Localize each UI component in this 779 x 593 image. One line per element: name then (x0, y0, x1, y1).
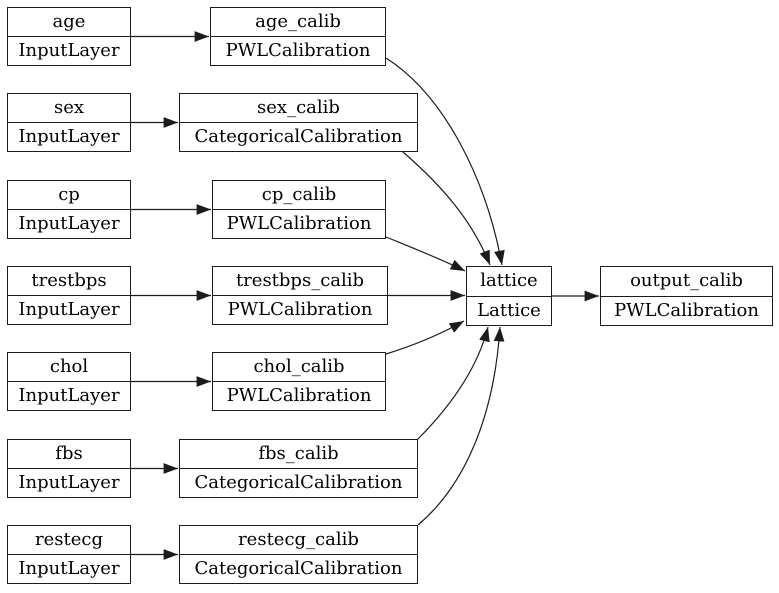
node-title: restecg_calib (180, 526, 417, 555)
node-title: cp_calib (213, 181, 385, 210)
node-cp_calib (212, 180, 386, 239)
node-fbs (7, 439, 131, 498)
node-age (7, 7, 131, 66)
node-lattice (466, 266, 552, 326)
node-age_calib (210, 7, 386, 66)
node-title: lattice (467, 267, 551, 297)
edge-cp_calib-to-lattice (386, 237, 465, 271)
node-restecg_calib (179, 525, 418, 584)
node-title: restecg (8, 526, 130, 555)
node-restecg (7, 525, 131, 584)
node-title: fbs_calib (180, 440, 417, 469)
node-layer: InputLayer (18, 385, 120, 406)
node-cp (7, 180, 131, 239)
node-fbs_calib (179, 439, 418, 498)
node-title: trestbps (8, 267, 130, 296)
node-title: output_calib (601, 267, 772, 297)
node-trestbps_calib (212, 266, 388, 325)
node-title: sex_calib (180, 94, 417, 123)
node-title: chol_calib (213, 353, 385, 382)
node-trestbps (7, 266, 131, 325)
node-layer: Lattice (477, 299, 541, 321)
node-title: sex (8, 94, 130, 123)
edge-sex_calib-to-lattice (403, 152, 490, 265)
node-layer: InputLayer (18, 472, 120, 493)
node-output_calib (600, 266, 773, 326)
node-sex (7, 93, 131, 152)
edge-age_calib-to-lattice (386, 58, 502, 265)
node-chol_calib (212, 352, 386, 411)
node-title: fbs (8, 440, 130, 469)
node-title: chol (8, 353, 130, 382)
node-layer: CategoricalCalibration (194, 472, 403, 493)
node-chol (7, 352, 131, 411)
node-title: age_calib (211, 8, 385, 37)
node-layer: PWLCalibration (226, 385, 372, 406)
node-layer: CategoricalCalibration (194, 126, 403, 147)
edge-fbs_calib-to-lattice (417, 327, 488, 440)
node-title: trestbps_calib (213, 267, 387, 296)
node-layer: PWLCalibration (226, 213, 372, 234)
node-layer: PWLCalibration (614, 299, 759, 321)
node-layer: InputLayer (18, 126, 120, 147)
node-layer: PWLCalibration (225, 40, 371, 61)
node-layer: InputLayer (18, 558, 120, 579)
node-sex_calib (179, 93, 418, 152)
node-layer: PWLCalibration (227, 299, 373, 320)
node-title: cp (8, 181, 130, 210)
edge-chol_calib-to-lattice (386, 321, 464, 354)
node-layer: InputLayer (18, 40, 120, 61)
node-layer: InputLayer (18, 299, 120, 320)
node-layer: CategoricalCalibration (194, 558, 403, 579)
node-title: age (8, 8, 130, 37)
node-layer: InputLayer (18, 213, 120, 234)
